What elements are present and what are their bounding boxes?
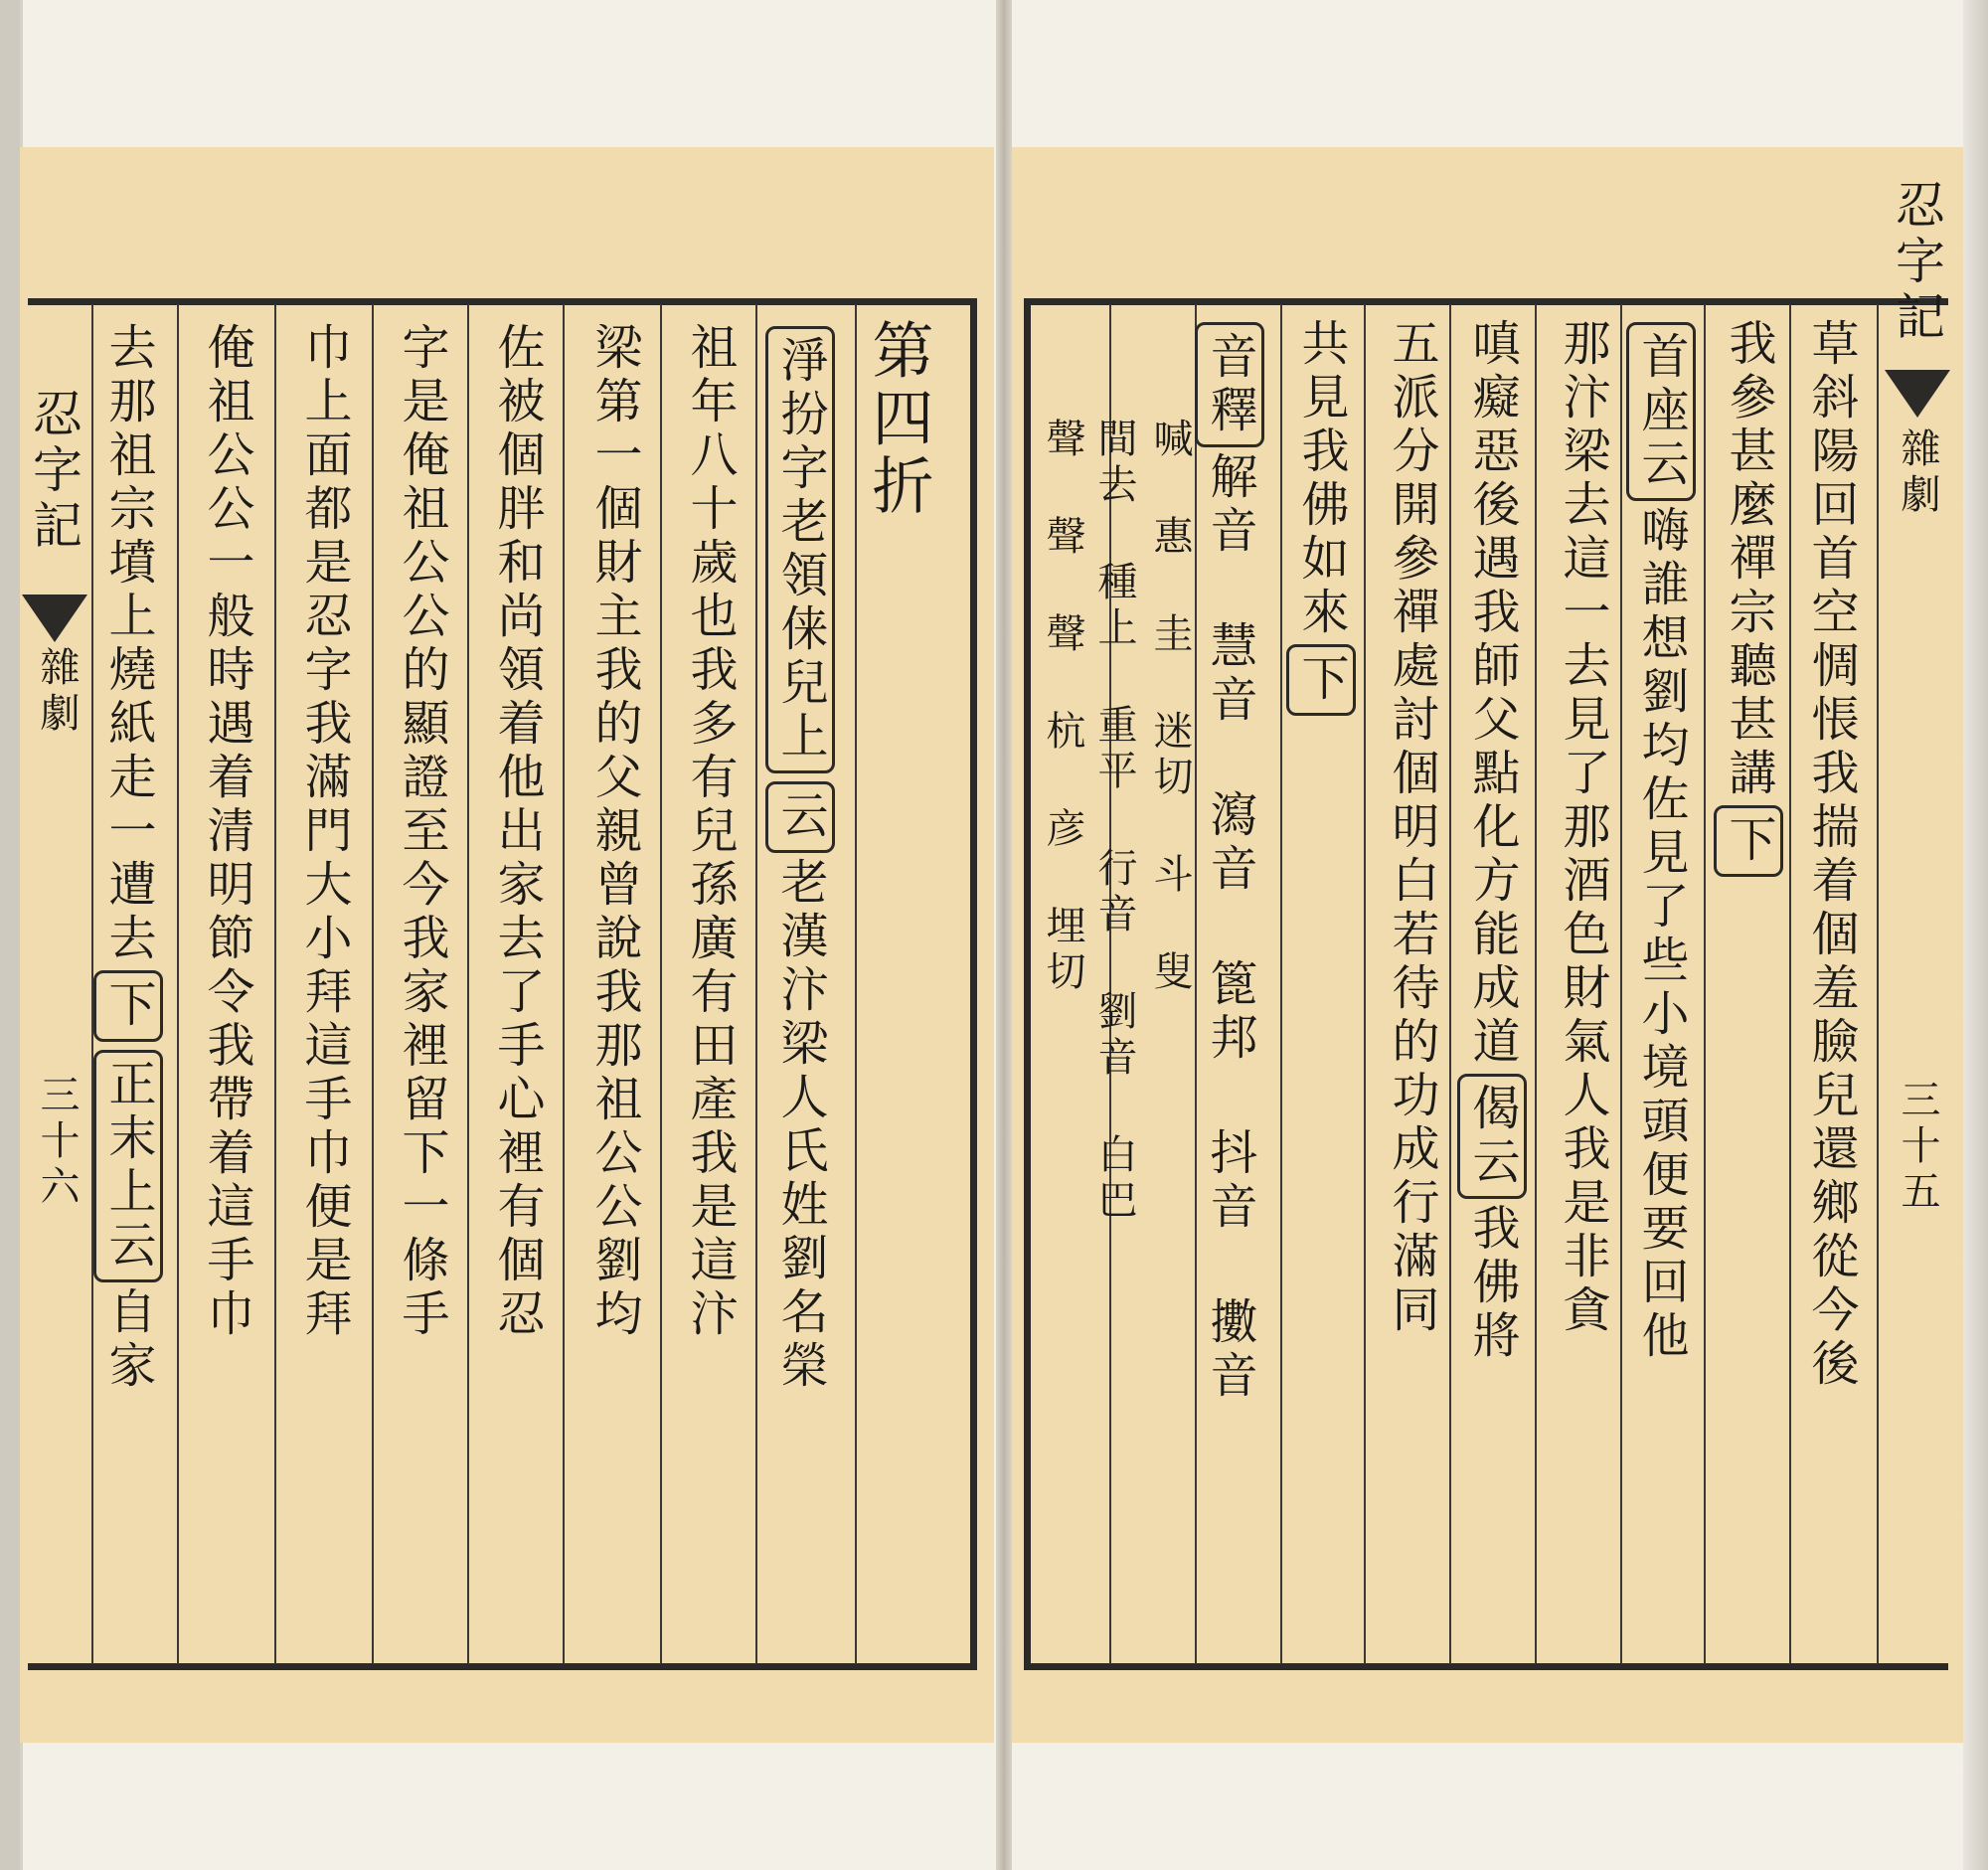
text-column-2 [1721, 318, 1783, 881]
text-column-1 [772, 322, 835, 1394]
right-center-genre: 雜劇 [1895, 427, 1940, 519]
text-column-7: 俺祖公公一般時遇着清明節令我帶着這手巾 [199, 322, 254, 1342]
page-edge [1963, 0, 1988, 1870]
column-rule [1280, 304, 1282, 1664]
act-heading: 第四折 [862, 318, 934, 521]
stage-direction: 正末上云 [93, 1050, 163, 1282]
left-center-title: 忍字記 [25, 388, 83, 555]
column-text: 自家 [100, 1286, 156, 1394]
column-text: 嗨誰想劉均佐見了些小境頭便要回他 [1633, 505, 1689, 1364]
glossary-heading: 音釋 [1195, 322, 1264, 447]
right-folio-number: 三十五 [1895, 1079, 1940, 1216]
stage-direction: 首座云 [1626, 322, 1696, 501]
stage-direction: 下 [93, 970, 163, 1042]
column-rule [855, 304, 857, 1664]
left-center-label [26, 388, 82, 555]
text-column-6: 巾上面都是忍字我滿門大小拜這手巾便是拜 [296, 322, 352, 1342]
left-center-genre: 雜劇 [34, 646, 80, 738]
text-column-5 [1464, 318, 1527, 1364]
text-column-2: 祖年八十歲也我多有兒孫廣有田產我是這汴 [682, 322, 738, 1342]
column-rule [1789, 304, 1791, 1664]
column-text: 我參甚麼禪宗聽甚講 [1721, 318, 1776, 801]
text-column-3: 梁第一個財主我的父親曾說我那祖公公劉均 [586, 322, 642, 1342]
text-column-3 [1633, 318, 1696, 1364]
text-column-4: 那汴梁去這一去見了那酒色財氣人我是非貪 [1555, 318, 1610, 1338]
column-rule [372, 304, 374, 1664]
column-rule [177, 304, 179, 1664]
text-column-4: 佐被個胖和尚領着他出家去了手心裡有個忍 [489, 322, 545, 1342]
text-column-5: 字是俺祖公公的顯證至今我家裡留下一條手 [394, 322, 449, 1342]
glossary-column-1 [1202, 318, 1264, 1404]
column-text: 嗔癡惡後遇我師父點化方能成道 [1464, 318, 1520, 1070]
column-text: 老漢汴梁人氏姓劉名榮 [772, 857, 828, 1394]
book-gutter [996, 0, 1012, 1870]
column-rule [563, 304, 565, 1664]
stage-direction: 云 [765, 781, 835, 853]
right-center-title: 忍字記 [1888, 179, 1945, 346]
left-folio-number: 三十六 [34, 1074, 80, 1211]
column-rule [1364, 304, 1366, 1664]
stage-direction: 淨扮字老領俫兒上 [765, 326, 835, 773]
stage-direction: 下 [1286, 644, 1356, 716]
column-text: 共見我佛如來 [1293, 318, 1349, 640]
column-rule [1877, 304, 1879, 1664]
text-column-8 [100, 322, 163, 1394]
stage-direction: 偈云 [1457, 1074, 1527, 1199]
column-rule [660, 304, 662, 1664]
glossary-column-4: 聲 聲 聲 杭 彦 埋切 [1040, 418, 1085, 996]
column-text: 我佛將 [1464, 1203, 1520, 1364]
column-rule [467, 304, 469, 1664]
column-rule [1704, 304, 1706, 1664]
column-text: 去那祖宗墳上燒紙走一遭去 [100, 322, 156, 966]
glossary-column-2: 喊 惠 圭 迷切 斗 叟 [1147, 418, 1193, 996]
column-rule [274, 304, 276, 1664]
text-column-6: 五派分開參禪處討個明白若待的功成行滿同 [1384, 318, 1439, 1338]
stage-direction: 下 [1714, 805, 1783, 877]
glossary-column-3: 間去 種上 重平 行音 劉音 白巴 [1091, 418, 1137, 1225]
column-rule [1449, 304, 1451, 1664]
column-rule [1620, 304, 1622, 1664]
right-center-label [1889, 179, 1944, 346]
glossary-text: 解音 慧音 瀉音 篦邦 抖音 擻音 [1202, 451, 1257, 1404]
text-column-1: 草斜陽回首空惆悵我揣着個羞臉兒還鄉從今後 [1803, 318, 1859, 1392]
column-rule [755, 304, 757, 1664]
column-rule [1535, 304, 1537, 1664]
text-column-7 [1293, 318, 1356, 720]
